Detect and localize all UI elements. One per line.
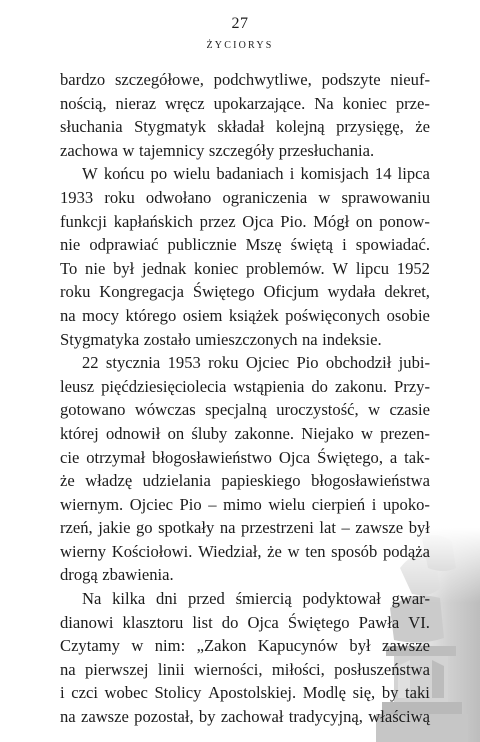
text-line: wierny Kościołowi. Wiedział, że w ten sposób podąża <box>60 541 430 561</box>
text-line: 22 stycznia 1953 roku Ojciec Pio obchodził jubi- <box>82 353 430 373</box>
text-line: 1933 roku odwołano ograniczenia w sprawowaniu <box>60 187 430 207</box>
text-line: Na kilka dni przed śmiercią podyktował gwar- <box>82 589 430 609</box>
text-line: nością, nieraz wręcz upokarzające. Na koniec prze- <box>60 93 430 113</box>
text-line: To nie był jednak koniec problemów. W lipcu 1952 <box>60 258 430 278</box>
text-line: na zawsze pozostał, by zachował tradycyjną, właściwą <box>60 707 430 727</box>
text-line: nie odprawiać publicznie Mszę świętą i spowiadać. <box>60 235 430 255</box>
page-number: 27 <box>231 15 249 32</box>
text-line: zachowa w tajemnicy szczegóły przesłuchania. <box>60 140 375 160</box>
text-line: rzeń, jakie go spotkały na przestrzeni lat – zawsze był <box>60 518 430 538</box>
running-head: ŻYCIORYS <box>206 40 274 51</box>
text-line: i czci wobec Stolicy Apostolskiej. Modlę się, by taki <box>60 683 430 703</box>
text-line: funkcji kapłańskich przez Ojca Pio. Mógł on ponow- <box>60 211 430 231</box>
text-line: której odnowił on śluby zakonne. Niejako w prezen- <box>60 423 430 443</box>
text-line: dianowi klasztoru list do Ojca Świętego Pawła VI. <box>60 612 430 632</box>
text-line: W końcu po wielu badaniach i komisjach 14 lipca <box>82 164 430 184</box>
text-line: cie otrzymał błogosławieństwo Ojca Świętego, a tak- <box>60 447 430 467</box>
text-line: na pierwszej linii wierności, miłości, posłuszeństwa <box>60 659 430 679</box>
text-line: że władzę udzielania papieskiego błogosławieństwa <box>60 471 430 491</box>
text-line: bardzo szczegółowe, podchwytliwe, podszyte nieuf- <box>60 70 430 89</box>
text-line: gotowano wówczas specjalną uroczystość, w czasie <box>60 400 430 420</box>
text-line: Czytamy w nim: „Zakon Kapucynów był zawsze <box>60 636 430 656</box>
text-line: drogą zbawienia. <box>60 565 174 585</box>
text-line: leusz pięćdziesięciolecia wstąpienia do zakonu. Przy- <box>60 376 430 396</box>
page-header <box>0 14 480 52</box>
text-line: Stygmatyka zostało umieszczonych na indeksie. <box>60 329 382 349</box>
text-line: wiernym. Ojciec Pio – mimo wielu cierpień i upoko- <box>60 494 430 514</box>
text-line: słuchania Stygmatyk składał kolejną przysięgę, że <box>60 117 430 137</box>
body-text <box>60 68 430 729</box>
text-line: na mocy którego osiem książek poświęconych osobie <box>60 305 430 325</box>
text-line: roku Kongregacja Świętego Oficjum wydała dekret, <box>60 282 430 302</box>
